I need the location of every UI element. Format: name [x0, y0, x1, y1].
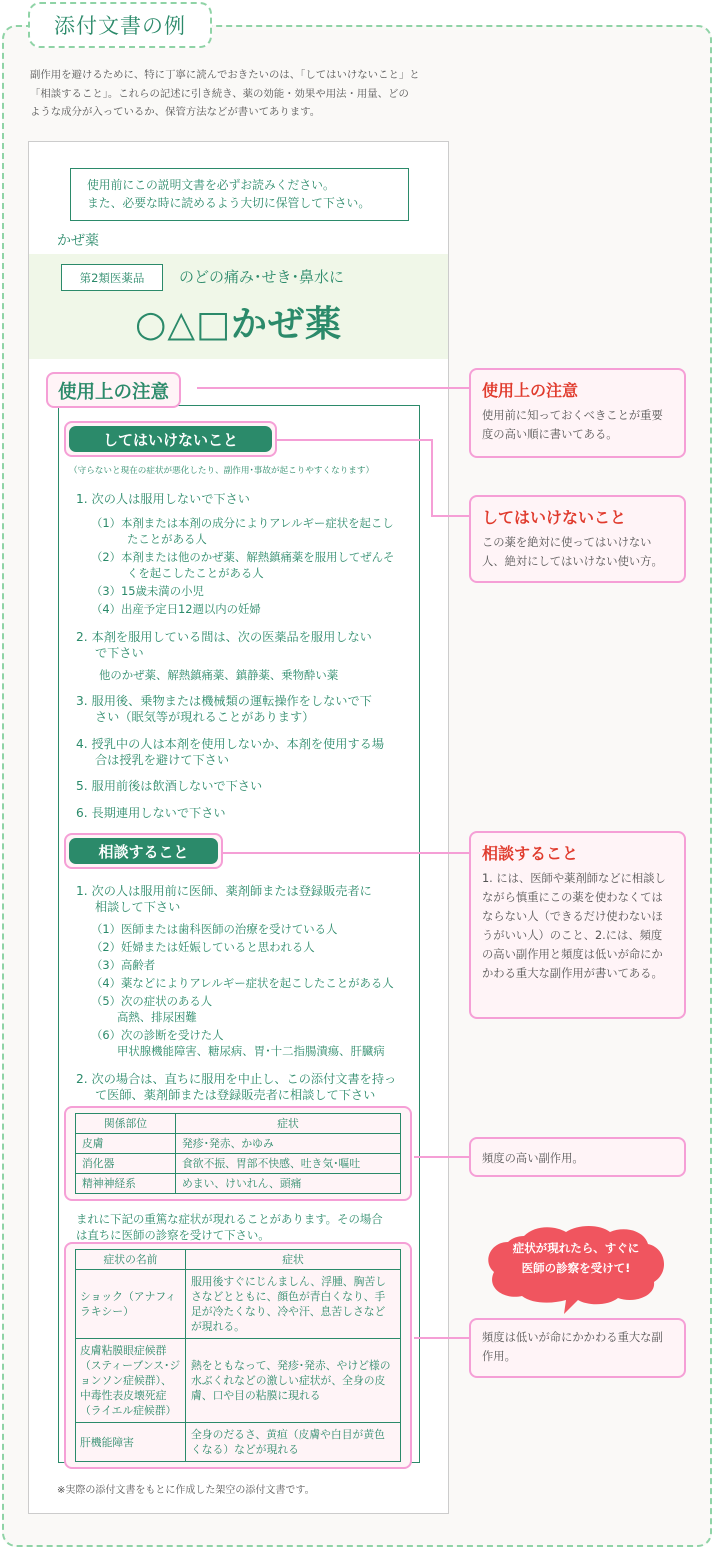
connector-line — [431, 439, 433, 517]
dont-header-highlight — [64, 421, 277, 457]
rare-note: は直ちに医師の診察を受けて下さい。 — [76, 1228, 270, 1242]
rare-note: まれに下記の重篤な症状が現れることがあります。その場合 — [76, 1212, 383, 1226]
drug-kind: かぜ薬 — [57, 233, 99, 249]
table-cell: めまい、けいれん、頭痛 — [176, 1174, 401, 1194]
callout-serious-side-effects — [469, 1318, 686, 1378]
drug-category-badge: 第2類医薬品 — [61, 264, 163, 291]
footnote: ※実際の添付文書をもとに作成した架空の添付文書です。 — [57, 1485, 315, 1496]
list-item: 1. 次の人は服用しないで下さい — [76, 492, 250, 506]
list-item: （2）妊婦または妊娠していると思われる人 — [91, 940, 315, 954]
callout-common-side-effects — [469, 1137, 686, 1177]
list-item: （4）薬などによりアレルギー症状を起こしたことがある人 — [91, 976, 394, 990]
callout-body: 使用前に知っておくべきことが重要度の高い順に書いてある。 — [482, 409, 663, 441]
common-side-effects-table — [75, 1113, 401, 1194]
table-cell: 肝機能障害 — [76, 1423, 186, 1462]
list-item: 3. 服用後、乗物または機械類の運転操作をしないで下 — [76, 694, 372, 708]
table-cell: 精神神経系 — [76, 1174, 176, 1194]
connector-line — [197, 387, 469, 389]
list-item: 相談して下さい — [95, 900, 181, 914]
connector-line — [414, 1337, 469, 1339]
consult-header: 相談すること — [69, 838, 218, 864]
table-header: 症状 — [176, 1114, 401, 1134]
notice-line: また、必要な時に読めるよう大切に保管して下さい。 — [87, 196, 371, 210]
list-item: くを起こしたことがある人 — [127, 566, 264, 580]
list-item: 他のかぜ薬、解熱鎮痛薬、鎮静薬、乗物酔い薬 — [99, 668, 339, 682]
table-cell: 皮膚粘膜眼症候群（スティーブンス･ジョンソン症候群）、中毒性表皮壊死症（ライエル症候群） — [76, 1339, 186, 1423]
list-item: （5）次の症状のある人 — [91, 994, 213, 1008]
table-cell: 発疹･発赤、かゆみ — [176, 1134, 401, 1154]
connector-line — [431, 515, 469, 517]
table-row — [76, 1134, 401, 1154]
list-item: 4. 授乳中の人は本剤を使用しないか、本剤を使用する場 — [76, 737, 385, 751]
notice-line: 使用前にこの説明文書を必ずお読みください。 — [87, 178, 335, 192]
callout-body: 頻度の高い副作用。 — [482, 1152, 584, 1165]
intro-line: ような成分が入っているか、保管方法などが書いてあります。 — [30, 106, 321, 118]
drug-header-band — [29, 254, 448, 359]
callout-precautions — [469, 368, 686, 458]
list-item: （4）出産予定日12週以内の妊婦 — [91, 602, 261, 616]
bubble-line: 医師の診察を受けて! — [521, 1261, 631, 1275]
list-item: 高熱、排尿困難 — [117, 1010, 197, 1024]
serious-side-effects-highlight — [64, 1242, 412, 1469]
table-row — [76, 1174, 401, 1194]
table-row — [76, 1423, 401, 1462]
list-item: （1）本剤または本剤の成分によりアレルギー症状を起こし — [91, 516, 394, 530]
connector-line — [222, 852, 469, 854]
list-item: て医師、薬剤師または登録販売者に相談して下さい — [95, 1088, 376, 1102]
table-row — [76, 1339, 401, 1423]
consult-header-highlight — [64, 833, 223, 869]
list-item: 2. 次の場合は、直ちに服用を中止し、この添付文書を持っ — [76, 1072, 397, 1086]
list-item: （3）15歳未満の小児 — [91, 584, 204, 598]
table-cell: 服用後すぐにじんましん、浮腫、胸苦しさなどとともに、顔色が青白くなり、手足が冷たくなり、冷や汗、息苦しさなどが現れる。 — [186, 1270, 401, 1339]
connector-line — [276, 439, 433, 441]
intro-line: 「相談すること」。これらの記述に引き続き、薬の効能・効果や用法・用量、どの — [30, 87, 409, 100]
callout-consult — [469, 831, 686, 1019]
drug-tagline: のどの痛み･せき･鼻水に — [179, 268, 345, 286]
table-cell: 消化器 — [76, 1154, 176, 1174]
list-item: さい（眠気等が現れることがあります） — [95, 710, 315, 724]
table-row — [76, 1154, 401, 1174]
list-item: （3）高齢者 — [91, 958, 156, 972]
common-side-effects-highlight — [64, 1106, 412, 1201]
bubble-line: 症状が現れたら、すぐに — [512, 1241, 640, 1255]
precautions-label: 使用上の注意 — [46, 372, 181, 408]
list-item: （2）本剤または他のかぜ薬、解熱鎮痛薬を服用してぜんそ — [91, 550, 395, 564]
list-item: 1. 次の人は服用前に医師、薬剤師または登録販売者に — [76, 884, 372, 898]
list-item: 甲状腺機能障害、糖尿病、胃･十二指腸潰瘍、肝臓病 — [117, 1044, 385, 1058]
dont-note: （守らないと現在の症状が悪化したり、副作用･事故が起こりやすくなります） — [69, 466, 375, 476]
table-cell: ショック（アナフィラキシー） — [76, 1270, 186, 1339]
connector-line — [414, 1156, 469, 1158]
callout-title: 相談すること — [482, 844, 579, 863]
list-item: 合は授乳を避けて下さい — [95, 753, 230, 767]
list-item: （6）次の診断を受けた人 — [91, 1028, 224, 1042]
table-cell: 熱をともなって、発疹･発赤、やけど様の水ぶくれなどの激しい症状が、全身の皮膚、口や目の粘膜に現れる — [186, 1339, 401, 1423]
table-cell: 皮膚 — [76, 1134, 176, 1154]
list-item: 6. 長期連用しないで下さい — [76, 806, 226, 820]
drug-name: ○△□かぜ薬 — [134, 304, 343, 345]
list-item: で下さい — [95, 646, 144, 660]
callout-body: 頻度は低いが命にかかわる重大な副作用。 — [482, 1331, 663, 1363]
warning-speech-bubble — [484, 1224, 668, 1290]
section-title: 添付文書の例 — [28, 2, 212, 48]
list-item: （1）医師または歯科医師の治療を受けている人 — [91, 922, 338, 936]
table-cell: 全身のだるさ、黄疸（皮膚や白目が黄色くなる）などが現れる — [186, 1423, 401, 1462]
intro-text — [30, 66, 460, 122]
table-row — [76, 1270, 401, 1339]
table-cell: 食欲不振、胃部不快感、吐き気･嘔吐 — [176, 1154, 401, 1174]
callout-dont — [469, 495, 686, 583]
bubble-text — [484, 1238, 668, 1278]
callout-title: 使用上の注意 — [482, 381, 579, 400]
list-item: 2. 本剤を服用している間は、次の医薬品を服用しない — [76, 630, 372, 644]
table-header: 関係部位 — [76, 1114, 176, 1134]
table-header: 症状の名前 — [76, 1250, 186, 1270]
intro-line: 副作用を避けるために、特に丁寧に読んでおきたいのは、「してはいけないこと」と — [30, 69, 420, 81]
dont-header: してはいけないこと — [69, 426, 272, 452]
package-insert-document — [28, 141, 449, 1514]
list-item: たことがある人 — [127, 532, 207, 546]
callout-title: してはいけないこと — [482, 508, 627, 527]
read-before-use-notice — [70, 168, 409, 221]
callout-body: この薬を絶対に使ってはいけない人、絶対にしてはいけない使い方。 — [482, 536, 663, 568]
serious-side-effects-table — [75, 1249, 401, 1462]
callout-body: 1. には、医師や薬剤師などに相談しながら慎重にこの薬を使わなくてはならない人（できるだけ使わないほうがいい人）のこと、2.には、頻度の高い副作用と頻度は低いが命にかかわる重大な副作用が書いてある。 — [482, 872, 666, 980]
list-item: 5. 服用前後は飲酒しないで下さい — [76, 779, 263, 793]
table-header: 症状 — [186, 1250, 401, 1270]
